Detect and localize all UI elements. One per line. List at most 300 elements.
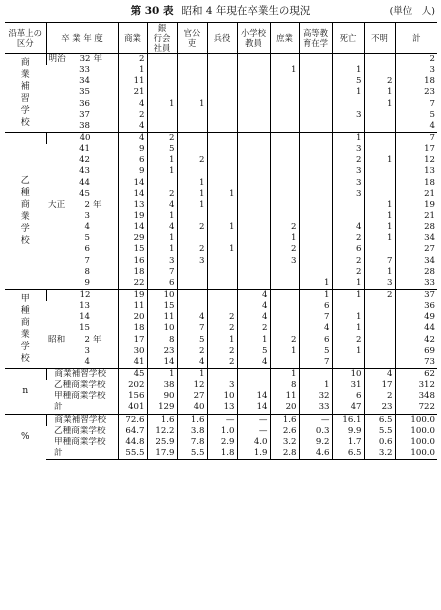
- group-label-char: 校: [20, 117, 30, 128]
- value-cell: 6.5: [364, 414, 395, 426]
- table-row: [5, 76, 437, 87]
- value-cell: 8: [147, 335, 177, 346]
- value-cell: 5: [237, 346, 270, 357]
- col-header-deceased: 死亡: [332, 23, 364, 54]
- value-cell: 2: [237, 323, 270, 334]
- value-cell: [207, 110, 237, 121]
- value-cell: [207, 54, 237, 66]
- value-cell: [270, 301, 299, 312]
- value-cell: 2: [332, 335, 364, 346]
- value-cell: 6: [299, 335, 332, 346]
- year-cell: [46, 155, 118, 166]
- value-cell: 1: [332, 323, 364, 334]
- value-cell: [237, 244, 270, 255]
- value-cell: [270, 87, 299, 98]
- value-cell: 1: [207, 189, 237, 200]
- value-cell: [177, 87, 207, 98]
- group-label-char: 補: [20, 81, 30, 92]
- year-cell: [46, 110, 118, 121]
- value-cell: 14: [237, 391, 270, 402]
- value-cell: 2: [332, 155, 364, 166]
- value-cell: [270, 54, 299, 66]
- year-yr: 45: [79, 188, 90, 199]
- year-era: 大正: [48, 199, 66, 210]
- year-era: 明治: [48, 54, 66, 65]
- value-cell: 0.6: [364, 437, 395, 448]
- value-cell: 9: [118, 144, 147, 155]
- value-cell: 1: [270, 346, 299, 357]
- value-cell: [207, 132, 237, 144]
- value-cell: [299, 189, 332, 200]
- table-row: [5, 121, 437, 133]
- value-cell: [364, 323, 395, 334]
- value-cell: 1: [364, 233, 395, 244]
- value-cell: 1: [364, 211, 395, 222]
- year-cell: [46, 178, 118, 189]
- value-cell: 2: [270, 222, 299, 233]
- value-cell: 1.6: [147, 414, 177, 426]
- value-cell: 1.0: [207, 426, 237, 437]
- table-row: [5, 426, 437, 437]
- table-row: [5, 256, 437, 267]
- col-header-total: 計: [395, 23, 437, 54]
- value-cell: [270, 166, 299, 177]
- value-cell: [270, 357, 299, 369]
- value-cell: 1: [147, 211, 177, 222]
- value-cell: 4: [237, 357, 270, 369]
- table-row: [5, 87, 437, 98]
- value-cell: [237, 144, 270, 155]
- title-text: 昭和 4 年現在卒業生の現況: [181, 5, 311, 17]
- value-cell: 38: [147, 380, 177, 391]
- value-cell: [299, 211, 332, 222]
- year-era: 昭和: [48, 334, 66, 345]
- value-cell: 45: [118, 368, 147, 380]
- table-row: [5, 65, 437, 76]
- value-cell: [207, 144, 237, 155]
- value-cell: 17: [395, 144, 437, 155]
- value-cell: 4: [237, 312, 270, 323]
- group-label-char: n: [22, 386, 29, 397]
- year-cell: [46, 65, 118, 76]
- value-cell: [237, 211, 270, 222]
- value-cell: [364, 54, 395, 66]
- year-cell: [46, 357, 118, 369]
- table-row: [5, 244, 437, 255]
- year-yr: 8: [84, 266, 90, 277]
- table-row: [5, 166, 437, 177]
- table-row: [5, 178, 437, 189]
- value-cell: 18: [118, 323, 147, 334]
- value-cell: [177, 233, 207, 244]
- value-cell: [299, 267, 332, 278]
- value-cell: 1: [147, 99, 177, 110]
- value-cell: 1: [332, 346, 364, 357]
- value-cell: 5.5: [364, 426, 395, 437]
- value-cell: 1: [364, 155, 395, 166]
- value-cell: [237, 189, 270, 200]
- value-cell: 2: [147, 132, 177, 144]
- value-cell: 44.8: [118, 437, 147, 448]
- table-row: [5, 448, 437, 460]
- value-cell: 17: [118, 335, 147, 346]
- col-header-higher-edu: 高等教育在学: [299, 23, 332, 54]
- row-label: 乙種商業学校: [54, 380, 106, 391]
- value-cell: 25.9: [147, 437, 177, 448]
- table-row: [5, 402, 437, 414]
- value-cell: 12.2: [147, 426, 177, 437]
- year-yr: 41: [79, 144, 90, 155]
- value-cell: [270, 132, 299, 144]
- col-header-region: 沿革上の区分: [5, 23, 46, 54]
- value-cell: [237, 87, 270, 98]
- value-cell: 47: [332, 402, 364, 414]
- group-label-char: 校: [20, 235, 30, 246]
- value-cell: [177, 132, 207, 144]
- value-cell: 1: [207, 335, 237, 346]
- value-cell: 1: [270, 368, 299, 380]
- value-cell: [207, 155, 237, 166]
- value-cell: [364, 312, 395, 323]
- value-cell: 30: [118, 346, 147, 357]
- value-cell: 7.8: [177, 437, 207, 448]
- value-cell: 5: [177, 335, 207, 346]
- group-label-char: 習: [20, 93, 30, 104]
- value-cell: 1: [299, 278, 332, 290]
- value-cell: 2: [118, 54, 147, 66]
- value-cell: 1: [332, 312, 364, 323]
- value-cell: 312: [395, 380, 437, 391]
- value-cell: [237, 222, 270, 233]
- value-cell: 3.2: [270, 437, 299, 448]
- value-cell: 18: [118, 267, 147, 278]
- table-row: [5, 211, 437, 222]
- year-yr: 38: [79, 120, 90, 131]
- value-cell: 11: [270, 391, 299, 402]
- value-cell: 5: [395, 110, 437, 121]
- value-cell: 2: [147, 189, 177, 200]
- value-cell: 6: [147, 278, 177, 290]
- value-cell: 12: [395, 155, 437, 166]
- value-cell: [299, 222, 332, 233]
- value-cell: [332, 211, 364, 222]
- value-cell: 2: [207, 312, 237, 323]
- value-cell: 2: [207, 346, 237, 357]
- col-header-teacher: 小学校教員: [237, 23, 270, 54]
- value-cell: 11: [118, 76, 147, 87]
- value-cell: 13: [207, 402, 237, 414]
- value-cell: 73: [395, 357, 437, 369]
- value-cell: 6: [118, 155, 147, 166]
- value-cell: 2: [270, 335, 299, 346]
- year-yr: 3: [84, 345, 90, 356]
- value-cell: 7: [364, 256, 395, 267]
- group-label-char: 学: [20, 341, 30, 352]
- group-label-char: 業: [20, 211, 30, 222]
- value-cell: 1: [177, 200, 207, 211]
- value-cell: 3: [332, 166, 364, 177]
- table-row: [5, 267, 437, 278]
- value-cell: 2: [332, 233, 364, 244]
- value-cell: 1.7: [332, 437, 364, 448]
- value-cell: 10: [332, 368, 364, 380]
- value-cell: [207, 99, 237, 110]
- value-cell: 3: [332, 189, 364, 200]
- table-row: [5, 357, 437, 369]
- value-cell: 3: [147, 256, 177, 267]
- year-cell: [46, 121, 118, 133]
- value-cell: 42: [395, 335, 437, 346]
- value-cell: 2.9: [207, 437, 237, 448]
- value-cell: [237, 256, 270, 267]
- year-cell: [46, 189, 118, 200]
- value-cell: 4: [237, 301, 270, 312]
- value-cell: [299, 256, 332, 267]
- col-header-official: 官公吏: [177, 23, 207, 54]
- value-cell: [299, 65, 332, 76]
- value-cell: 1.6: [177, 414, 207, 426]
- value-cell: [237, 110, 270, 121]
- value-cell: 5: [147, 144, 177, 155]
- value-cell: 19: [118, 289, 147, 301]
- value-cell: [147, 76, 177, 87]
- value-cell: 19: [118, 211, 147, 222]
- value-cell: [207, 87, 237, 98]
- table-row: [5, 54, 437, 66]
- value-cell: 100.0: [395, 414, 437, 426]
- group-label-char: 業: [20, 69, 30, 80]
- value-cell: [237, 155, 270, 166]
- value-cell: 41: [118, 357, 147, 369]
- table-row: [5, 189, 437, 200]
- row-label: 甲種商業学校: [54, 436, 106, 447]
- value-cell: 34: [395, 233, 437, 244]
- value-cell: 2: [364, 289, 395, 301]
- value-cell: [177, 54, 207, 66]
- value-cell: 1: [364, 222, 395, 233]
- value-cell: 4: [118, 121, 147, 133]
- value-cell: 18: [395, 76, 437, 87]
- value-cell: 2: [118, 110, 147, 121]
- value-cell: [207, 121, 237, 133]
- value-cell: [364, 335, 395, 346]
- year-yr: 37: [79, 109, 90, 120]
- value-cell: [364, 144, 395, 155]
- value-cell: 5.5: [177, 448, 207, 460]
- value-cell: [270, 323, 299, 334]
- value-cell: [147, 110, 177, 121]
- value-cell: [237, 65, 270, 76]
- value-cell: 1.9: [237, 448, 270, 460]
- value-cell: 28: [395, 222, 437, 233]
- value-cell: 6: [299, 301, 332, 312]
- year-yr: 15: [79, 323, 90, 334]
- value-cell: [177, 278, 207, 290]
- value-cell: [237, 200, 270, 211]
- value-cell: [207, 256, 237, 267]
- value-cell: 7: [395, 132, 437, 144]
- value-cell: 156: [118, 391, 147, 402]
- group-label-char: 商: [20, 317, 30, 328]
- value-cell: 33: [395, 278, 437, 290]
- group-label-char: 種: [20, 187, 30, 198]
- group-label: [5, 54, 46, 133]
- col-header-commerce: 商業: [118, 23, 147, 54]
- value-cell: [364, 357, 395, 369]
- table-row: [5, 110, 437, 121]
- value-cell: 3.8: [177, 426, 207, 437]
- value-cell: 1: [364, 200, 395, 211]
- value-cell: 11: [147, 312, 177, 323]
- value-cell: [207, 65, 237, 76]
- value-cell: [237, 54, 270, 66]
- value-cell: [270, 110, 299, 121]
- value-cell: 1: [147, 166, 177, 177]
- value-cell: —: [207, 414, 237, 426]
- value-cell: 1: [332, 132, 364, 144]
- col-header-unknown: 不明: [364, 23, 395, 54]
- value-cell: 7: [299, 357, 332, 369]
- col-header-year: 卒 業 年 度: [46, 23, 118, 54]
- value-cell: 18: [395, 178, 437, 189]
- value-cell: 2: [207, 323, 237, 334]
- value-cell: 90: [147, 391, 177, 402]
- value-cell: 10: [147, 323, 177, 334]
- value-cell: —: [237, 426, 270, 437]
- value-cell: [237, 233, 270, 244]
- row-label: 計: [54, 402, 63, 413]
- value-cell: 1.8: [207, 448, 237, 460]
- value-cell: [237, 178, 270, 189]
- year-cell: [46, 346, 118, 357]
- table-row: [5, 99, 437, 110]
- value-cell: 1: [270, 65, 299, 76]
- year-yr: 14: [79, 312, 90, 323]
- value-cell: 1: [147, 244, 177, 255]
- value-cell: 1: [147, 155, 177, 166]
- year-yr: 40: [79, 133, 91, 144]
- value-cell: 23: [395, 87, 437, 98]
- col-header-military: 兵役: [207, 23, 237, 54]
- value-cell: [299, 87, 332, 98]
- value-cell: 13: [118, 200, 147, 211]
- value-cell: [207, 278, 237, 290]
- table-row: [5, 380, 437, 391]
- value-cell: [364, 244, 395, 255]
- year-yr: 7: [84, 255, 90, 266]
- value-cell: 14: [118, 178, 147, 189]
- table-row: [5, 233, 437, 244]
- value-cell: [177, 267, 207, 278]
- year-cell: [46, 222, 118, 233]
- table-number: 第 30 表: [130, 5, 174, 17]
- year-cell: [46, 144, 118, 155]
- value-cell: [299, 166, 332, 177]
- value-cell: 3: [364, 278, 395, 290]
- value-cell: [207, 267, 237, 278]
- value-cell: [207, 289, 237, 301]
- table-row: [5, 346, 437, 357]
- table-row: [5, 391, 437, 402]
- value-cell: 9: [118, 166, 147, 177]
- value-cell: [237, 121, 270, 133]
- value-cell: 4.6: [299, 448, 332, 460]
- value-cell: [364, 178, 395, 189]
- value-cell: [299, 76, 332, 87]
- year-cell: [46, 233, 118, 244]
- value-cell: 2: [177, 244, 207, 255]
- row-label: 乙種商業学校: [54, 425, 106, 436]
- value-cell: 20: [118, 312, 147, 323]
- value-cell: [299, 54, 332, 66]
- value-cell: [237, 278, 270, 290]
- year-nen: 年: [93, 54, 103, 65]
- value-cell: 27: [177, 391, 207, 402]
- value-cell: 4: [177, 357, 207, 369]
- table-row: [5, 301, 437, 312]
- value-cell: 22: [118, 278, 147, 290]
- group-label-char: 商: [20, 199, 30, 210]
- value-cell: [177, 121, 207, 133]
- value-cell: [299, 121, 332, 133]
- value-cell: [299, 144, 332, 155]
- value-cell: 49: [395, 312, 437, 323]
- value-cell: 1: [177, 99, 207, 110]
- value-cell: 13: [395, 166, 437, 177]
- row-label: 計: [46, 448, 118, 460]
- value-cell: 23: [364, 402, 395, 414]
- group-label: [5, 414, 46, 460]
- value-cell: [299, 132, 332, 144]
- value-cell: 2: [270, 244, 299, 255]
- value-cell: 4: [147, 222, 177, 233]
- value-cell: [364, 132, 395, 144]
- group-label: [5, 289, 46, 368]
- year-yr: 42: [79, 155, 90, 166]
- value-cell: 7: [299, 312, 332, 323]
- year-cell: [46, 335, 118, 346]
- year-cell: [46, 323, 118, 334]
- value-cell: [237, 380, 270, 391]
- year-cell: [46, 244, 118, 255]
- value-cell: [207, 301, 237, 312]
- year-yr: 36: [79, 98, 90, 109]
- value-cell: [237, 76, 270, 87]
- value-cell: [207, 166, 237, 177]
- value-cell: 31: [332, 380, 364, 391]
- value-cell: 2.8: [270, 448, 299, 460]
- year-yr: 32: [79, 54, 91, 65]
- group-label-char: 種: [20, 305, 30, 316]
- value-cell: 722: [395, 402, 437, 414]
- value-cell: 1: [147, 368, 177, 380]
- group-label-char: %: [20, 432, 30, 443]
- value-cell: 62: [395, 368, 437, 380]
- value-cell: 9.2: [299, 437, 332, 448]
- value-cell: [147, 178, 177, 189]
- value-cell: —: [299, 414, 332, 426]
- table-row: [5, 144, 437, 155]
- value-cell: 3: [332, 144, 364, 155]
- table-row: [5, 414, 437, 426]
- value-cell: 44: [395, 323, 437, 334]
- value-cell: 29: [118, 233, 147, 244]
- value-cell: 17.9: [147, 448, 177, 460]
- value-cell: 55.5: [118, 448, 147, 460]
- year-yr: 35: [79, 87, 90, 98]
- value-cell: 14: [118, 189, 147, 200]
- value-cell: 14: [118, 222, 147, 233]
